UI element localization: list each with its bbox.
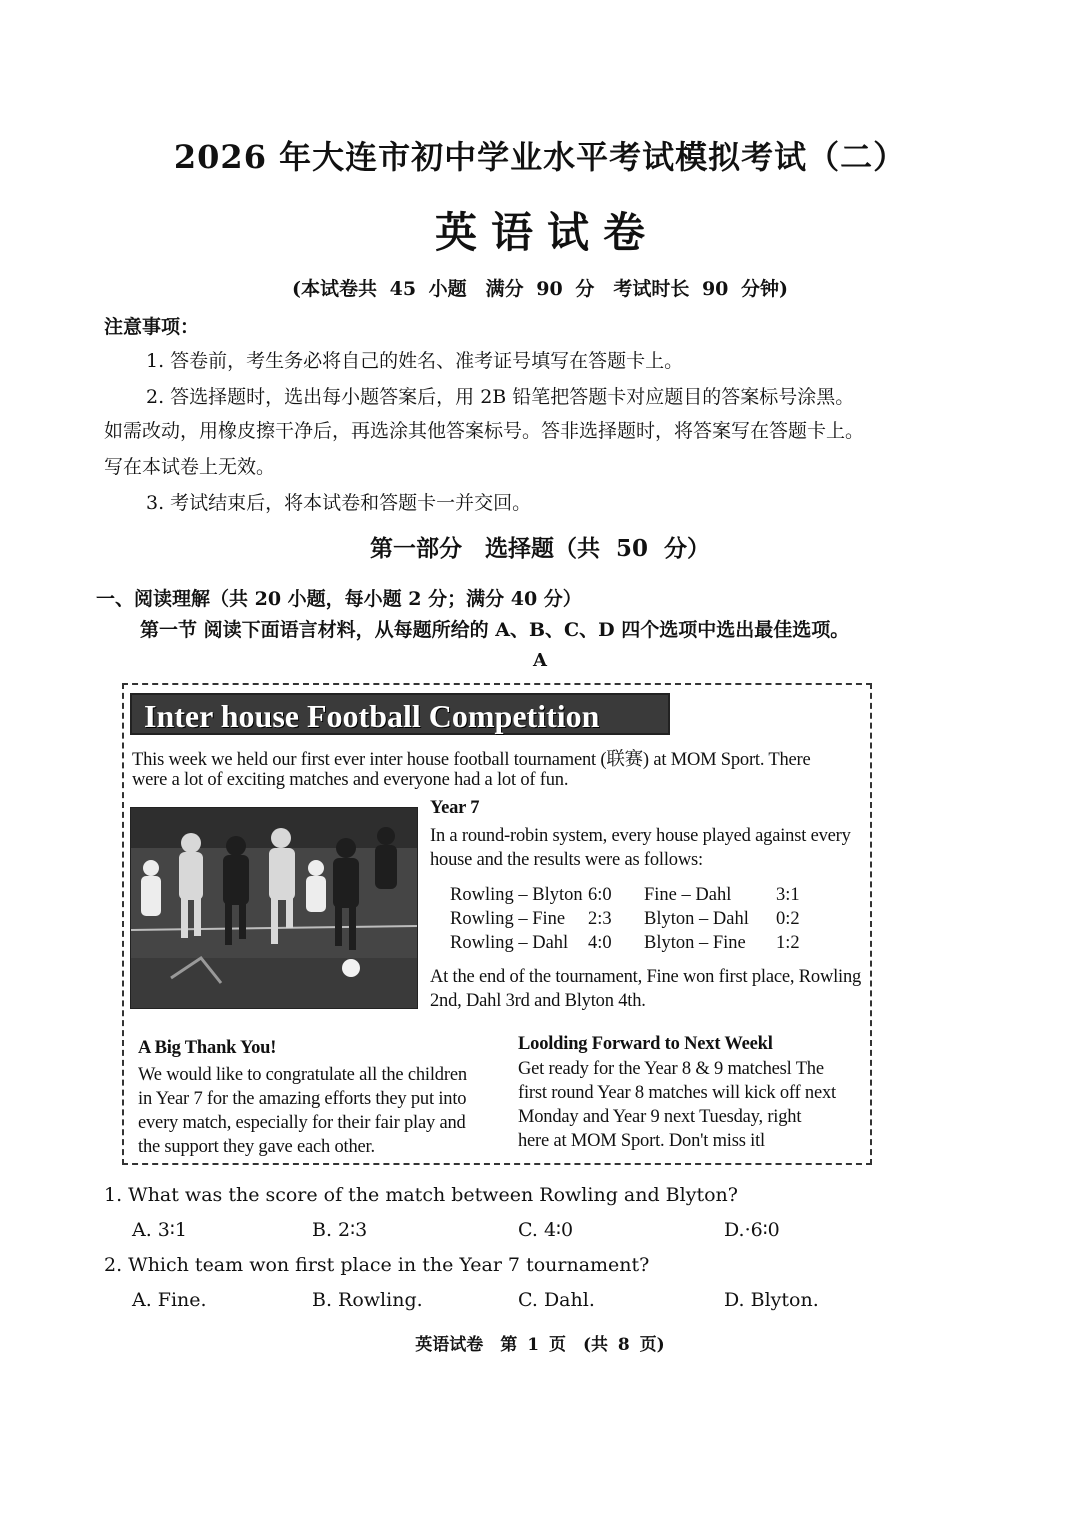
passage-title: Inter house Football Competition [130,693,670,735]
question-2-option-d: D. Blyton. [724,1289,819,1311]
result-teams: Rowling – Dahl [450,933,569,953]
results-left-column [450,883,612,955]
result-teams: Blyton – Dahl [644,909,749,929]
passage-letter: A [533,650,547,671]
question-2-option-a: A. Fine. [132,1289,207,1311]
football-match-photo [130,807,418,1009]
result-score: 1:2 [776,933,800,953]
part-title: 第一部分 选择题（共 50 分） [369,535,711,562]
result-score: 3:1 [776,885,800,905]
thanks-line: every match, especially for their fair play and [138,1113,466,1133]
exam-info: (本试卷共 45 小题 满分 90 分 考试时长 90 分钟) [292,278,788,300]
result-row [644,883,800,907]
notice-item-2-line-2: 如需改动，用橡皮擦干净后，再选涂其他答案标号。答非选择题时，将答案写在答题卡上。 [104,420,865,442]
results-right-column [644,883,800,955]
passage-box [122,683,872,1165]
page-footer: 英语试卷 第 1 页 (共 8 页) [415,1335,665,1355]
subject-title: 英语试卷 [434,208,659,257]
question-2-text: 2. Which team won first place in the Year 7 tournament? [104,1254,650,1276]
next-week-heading: Loolding Forward to Next Weekl [518,1034,773,1054]
result-teams: Rowling – Fine [450,909,566,929]
year7-heading: Year 7 [430,798,480,818]
section-intro: 第一节 阅读下面语言材料，从每题所给的 A、B、C、D 四个选项中选出最佳选项。 [140,619,850,641]
result-row [450,931,612,955]
result-row [450,907,612,931]
thanks-line: in Year 7 for the amazing efforts they put into [138,1089,467,1109]
notice-item-2-line-1: 2. 答选择题时，选出每小题答案后，用 2B 铅笔把答题卡对应题目的答案标号涂黑。 [146,386,855,408]
thanks-line: the support they gave each other. [138,1137,375,1157]
result-score: 0:2 [776,909,800,929]
result-teams: Fine – Dahl [644,885,732,905]
question-2-option-c: C. Dahl. [518,1289,595,1311]
next-week-line: first round Year 8 matches will kick off next [518,1083,836,1103]
passage-intro-line-2: were a lot of exciting matches and everyone had a lot of fun. [132,770,569,790]
notice-heading: 注意事项： [104,316,200,338]
notice-item-3: 3. 考试结束后，将本试卷和答题卡一并交回。 [146,492,532,514]
year7-text-line-2: house and the results were as follows: [430,850,703,870]
next-week-line: Get ready for the Year 8 & 9 matchesl The [518,1059,824,1079]
year7-final-line-1: At the end of the tournament, Fine won first place, Rowling [430,967,862,987]
question-1-option-c: C. 4∶0 [518,1219,574,1241]
next-week-line: Monday and Year 9 next Tuesday, right [518,1107,802,1127]
notice-item-1: 1. 答卷前，考生务必将自己的姓名、准考证号填写在答题卡上。 [146,350,684,372]
result-score: 2:3 [588,909,612,929]
result-score: 4:0 [588,933,612,953]
result-teams: Rowling – Blyton [450,885,583,905]
question-1-text: 1. What was the score of the match between Rowling and Blyton? [104,1184,738,1206]
next-week-line: here at MOM Sport. Don't miss itl [518,1131,765,1151]
result-score: 6:0 [588,885,612,905]
year7-final-line-2: 2nd, Dahl 3rd and Blyton 4th. [430,991,646,1011]
passage-intro-line-1: This week we held our first ever inter house football tournament (联赛) at MOM Sport. There [132,750,811,770]
question-1-option-b: B. 2∶3 [312,1219,368,1241]
exam-title: 2026 年大连市初中学业水平考试模拟考试（二） [173,138,907,176]
thanks-line: We would like to congratulate all the children [138,1065,467,1085]
result-teams: Blyton – Fine [644,933,746,953]
question-1-option-d: D.·6∶0 [724,1219,780,1241]
result-row [644,907,800,931]
year7-text-line-1: In a round-robin system, every house played against every [430,826,851,846]
notice-item-2-line-3: 写在本试卷上无效。 [104,456,276,478]
question-1-option-a: A. 3∶1 [132,1219,187,1241]
section-heading: 一、阅读理解（共 20 小题，每小题 2 分；满分 40 分） [96,588,582,610]
result-row [644,931,800,955]
question-2-option-b: B. Rowling. [312,1289,423,1311]
result-row [450,883,612,907]
thanks-heading: A Big Thank You! [138,1038,277,1058]
